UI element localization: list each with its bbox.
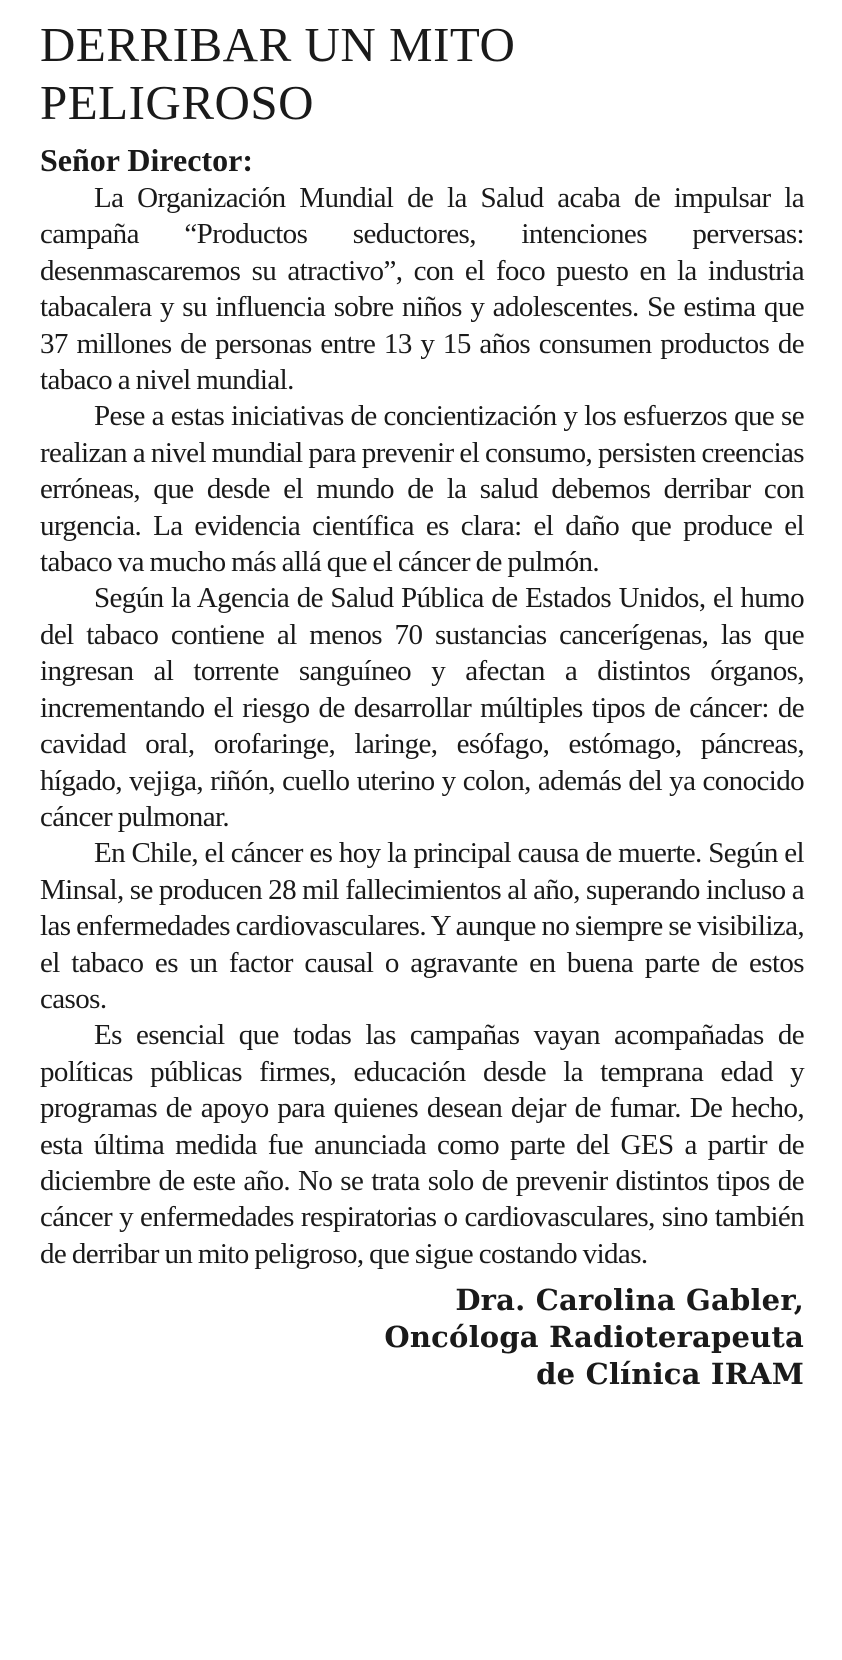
signature-name: Dra. Carolina Gabler,: [455, 1283, 804, 1318]
paragraph-1: La Organización Mundial de la Salud acaba de impulsar la campaña “Productos seductores, intenciones perversas: desenmascaremos su atractivo”, con el foco puesto en la industria tabacalera y su influencia sobre niños y adolescentes. Se estima que 37 millones de personas entre 13 y 15 años consumen productos de tabaco a nivel mundial.: [40, 182, 804, 397]
letter-page: [40, 16, 804, 1393]
headline-line-2: PELIGROSO: [40, 75, 315, 130]
headline-line-1: DERRIBAR UN MITO: [40, 17, 516, 72]
paragraph-3: Según la Agencia de Salud Pública de Estados Unidos, el humo del tabaco contiene al menos 70 sustancias cancerígenas, las que ingresan al torrente sanguíneo y afectan a distintos órganos, incrementando el riesgo de desarrollar múltiples tipos de cáncer: de cavidad oral, orofaringe, laringe, esófago, estómago, páncreas, hígado, vejiga, riñón, cuello uterino y colon, además del ya conocido cáncer pulmonar.: [40, 582, 804, 833]
signature-institution: de Clínica IRAM: [536, 1357, 804, 1392]
paragraph-2: Pese a estas iniciativas de concientización y los esfuerzos que se realizan a nivel mundial para prevenir el consumo, persisten creencias erróneas, que desde el mundo de la salud debemos derribar con urgencia. La evidencia científica es clara: el daño que produce el tabaco va mucho más allá que el cáncer de pulmón.: [40, 400, 804, 579]
letter-body: [40, 180, 804, 1272]
salutation: Señor Director:: [40, 142, 253, 178]
paragraph-4: En Chile, el cáncer es hoy la principal causa de muerte. Según el Minsal, se producen 28 mil fallecimientos al año, superando incluso a las enfermedades cardiovasculares. Y aunque no siempre se visibiliza, el tabaco es un factor causal o agravante en buena parte de estos casos.: [40, 837, 804, 1015]
paragraph-5: Es esencial que todas las campañas vayan acompañadas de políticas públicas firmes, educación desde la temprana edad y programas de apoyo para quienes desean dejar de fumar. De hecho, esta última medida fue anunciada como parte del GES a partir de diciembre de este año. No se trata solo de prevenir distintos tipos de cáncer y enfermedades respiratorias o cardiovasculares, sino también de derribar un mito peligroso, que sigue costando vidas.: [40, 1019, 804, 1270]
headline: [40, 16, 804, 132]
signature-block: [40, 1282, 804, 1393]
signature-title: Oncóloga Radioterapeuta: [384, 1320, 804, 1355]
